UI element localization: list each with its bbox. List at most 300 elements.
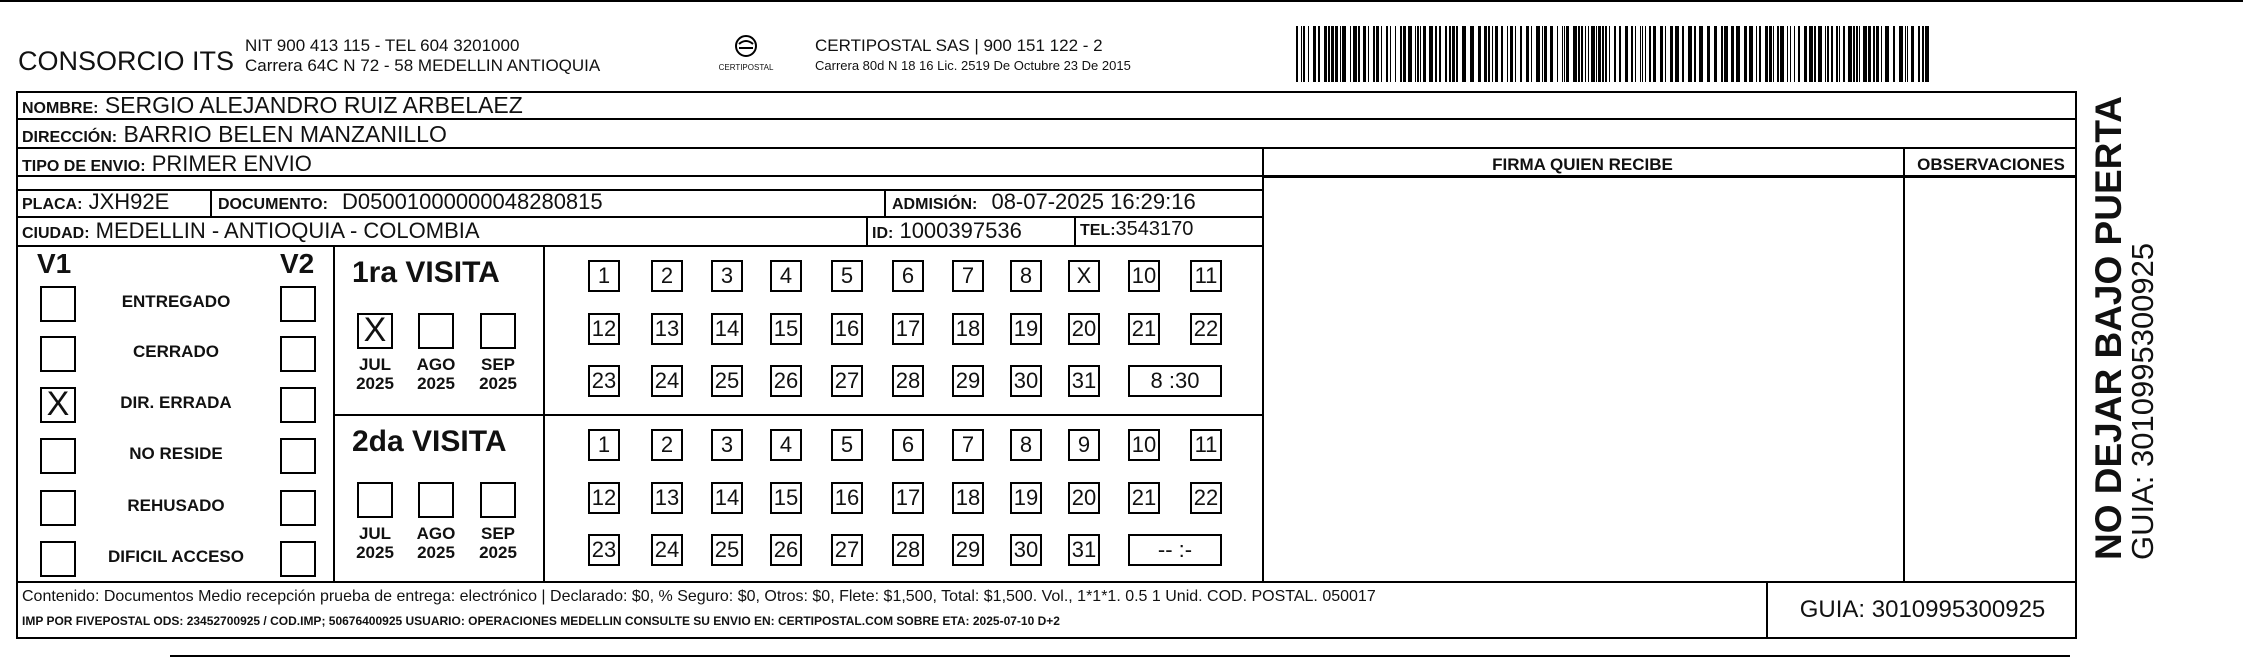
admision-label: ADMISIÓN: — [892, 196, 978, 213]
admision-value: 08-07-2025 16:29:16 — [991, 189, 1196, 214]
barcode-bar — [1721, 26, 1723, 82]
barcode-bar — [1390, 26, 1391, 82]
barcode-bar — [1893, 26, 1895, 82]
v2-checkbox[interactable] — [280, 387, 316, 423]
day-box[interactable]: 3 — [711, 260, 743, 292]
month-name: JUL — [358, 355, 392, 374]
barcode-bar — [1756, 26, 1757, 82]
visit-divider — [333, 414, 1262, 416]
v1-header: V1 — [37, 248, 72, 279]
day-box[interactable]: 28 — [892, 534, 924, 566]
months-divider — [543, 245, 545, 581]
day-box[interactable]: 27 — [831, 365, 863, 397]
barcode-bar — [1296, 26, 1298, 82]
status-label: NO RESIDE — [129, 444, 223, 463]
tel-value: 3543170 — [1115, 218, 1194, 240]
barcode-bar — [1714, 26, 1717, 82]
barcode-bar — [1358, 26, 1360, 82]
barcode-bar — [1520, 26, 1522, 82]
day-box[interactable]: 7 — [952, 260, 984, 292]
barcode-bar — [1765, 26, 1768, 82]
barcode-bar — [1403, 26, 1406, 82]
barcode-bar — [1439, 26, 1441, 82]
month-year: 2025 — [356, 543, 394, 562]
barcode-bar — [1507, 26, 1508, 82]
barcode-bar — [1324, 26, 1327, 82]
status-label: DIR. ERRADA — [120, 393, 232, 412]
barcode-bar — [1350, 26, 1351, 82]
month-year: 2025 — [479, 543, 517, 562]
barcode-bar — [1631, 26, 1633, 82]
day-box[interactable]: 12 — [588, 482, 620, 514]
day-box[interactable]: 23 — [588, 365, 620, 397]
ciudad-label: CIUDAD: — [22, 225, 90, 242]
carrier-line1: CERTIPOSTAL SAS | 900 151 122 - 2 — [815, 36, 1103, 55]
day-box[interactable]: 28 — [892, 365, 924, 397]
footer-guia: GUIA: 3010995300925 — [1799, 596, 2046, 623]
id-field — [872, 218, 1022, 244]
day-box[interactable]: 5 — [831, 260, 863, 292]
direccion-label: DIRECCIÓN: — [22, 129, 118, 146]
logo-text: CERTIPOSTAL — [718, 63, 774, 72]
barcode-bar — [1853, 26, 1855, 82]
day-box[interactable]: 19 — [1010, 482, 1042, 514]
tipo-label: TIPO DE ENVIO: — [22, 158, 146, 175]
barcode-bar — [1759, 26, 1761, 82]
month-label — [470, 355, 526, 393]
barcode-bar — [1773, 26, 1774, 82]
day-box[interactable]: 21 — [1128, 313, 1160, 345]
day-box[interactable]: 15 — [770, 482, 802, 514]
barcode-bar — [1596, 26, 1597, 82]
barcode-bar — [1827, 26, 1829, 82]
placa-value: JXH92E — [88, 189, 170, 214]
barcode-bar — [1598, 26, 1601, 82]
day-box[interactable]: 20 — [1068, 482, 1100, 514]
day-box[interactable]: X — [1068, 260, 1100, 292]
side-text — [2090, 96, 2158, 560]
barcode-bar — [1318, 26, 1320, 82]
barcode-bar — [1542, 26, 1543, 82]
day-box[interactable]: 25 — [711, 534, 743, 566]
barcode-bar — [1873, 26, 1875, 82]
barcode-bar — [1470, 26, 1474, 82]
barcode-bar — [1744, 26, 1747, 82]
v1-checkbox[interactable]: X — [40, 387, 76, 423]
barcode-bar — [1353, 26, 1357, 82]
barcode-bar — [1804, 26, 1807, 82]
barcode-bar — [1907, 26, 1908, 82]
barcode-bar — [1562, 26, 1563, 82]
barcode-bar — [1435, 26, 1437, 82]
barcode-bar — [1515, 26, 1516, 82]
barcode-bar — [1790, 26, 1791, 82]
day-box[interactable]: 16 — [831, 482, 863, 514]
barcode-bar — [1492, 26, 1493, 82]
status-label: CERRADO — [133, 342, 219, 361]
month-year: 2025 — [417, 374, 455, 393]
month-checkbox[interactable]: X — [357, 313, 393, 349]
month-name: AGO — [416, 355, 456, 374]
company-name: CONSORCIO ITS — [18, 46, 235, 76]
barcode-bar — [1581, 26, 1583, 82]
barcode-bar — [1308, 26, 1309, 82]
barcode-bar — [1798, 26, 1800, 82]
day-box[interactable]: 22 — [1190, 313, 1222, 345]
side-no-dejar: NO DEJAR BAJO PUERTA — [2088, 96, 2129, 560]
v2-checkbox[interactable] — [280, 438, 316, 474]
logo-icon — [731, 34, 761, 58]
barcode-bar — [1911, 26, 1914, 82]
barcode-bar — [1836, 26, 1838, 82]
day-box[interactable]: 27 — [831, 534, 863, 566]
ciudad-field — [22, 218, 480, 244]
day-box[interactable]: 18 — [952, 482, 984, 514]
barcode-bar — [1510, 26, 1513, 82]
month-label — [347, 355, 403, 393]
day-box[interactable]: 2 — [651, 429, 683, 461]
v2-checkbox[interactable] — [280, 336, 316, 372]
month-year: 2025 — [356, 374, 394, 393]
status-label: DIFICIL ACCESO — [107, 547, 244, 566]
tipo-value: PRIMER ENVIO — [151, 151, 312, 176]
barcode-bar — [1848, 26, 1852, 82]
day-box[interactable]: 14 — [711, 313, 743, 345]
day-box[interactable]: 6 — [892, 429, 924, 461]
barcode-bar — [1488, 26, 1490, 82]
status-label: REHUSADO — [127, 496, 225, 515]
barcode-bar — [1688, 26, 1692, 82]
barcode-bar — [1777, 26, 1779, 82]
barcode-bar — [1905, 26, 1906, 82]
barcode-bar — [1670, 26, 1673, 82]
id-label: ID: — [872, 225, 894, 242]
barcode-bar — [1609, 26, 1610, 82]
day-box[interactable]: 23 — [588, 534, 620, 566]
barcode-bar — [1787, 26, 1788, 82]
col-divider — [884, 189, 886, 216]
documento-value: D05001000000048280815 — [342, 189, 603, 214]
observaciones-header: OBSERVACIONES — [1917, 155, 2065, 174]
day-box[interactable]: 17 — [892, 482, 924, 514]
barcode-bar — [1408, 26, 1412, 82]
barcode-bar — [1536, 26, 1540, 82]
visit-title: 1ra VISITA — [352, 256, 500, 289]
day-box[interactable]: 12 — [588, 313, 620, 345]
barcode-bar — [1682, 26, 1684, 82]
barcode-bar — [1809, 26, 1813, 82]
barcode-bar — [1885, 26, 1889, 82]
barcode-bar — [1449, 26, 1451, 82]
company-line2: Carrera 64C N 72 - 58 MEDELLIN ANTIOQUIA — [245, 56, 601, 75]
month-label — [408, 355, 464, 393]
barcode-bar — [1831, 26, 1833, 82]
status-label: ENTREGADO — [121, 292, 231, 311]
time-box[interactable]: -- :- — [1128, 534, 1222, 566]
barcode-bar — [1342, 26, 1346, 82]
barcode-bar — [1400, 26, 1402, 82]
barcode-bar — [1619, 26, 1621, 82]
barcode-bar — [1588, 26, 1589, 82]
barcode-bar — [1417, 26, 1419, 82]
day-box[interactable]: 10 — [1128, 260, 1160, 292]
tel-field — [1080, 218, 1193, 241]
v1-checkbox[interactable] — [40, 438, 76, 474]
barcode-bar — [1363, 26, 1366, 82]
barcode-bar — [1395, 26, 1396, 82]
barcode-bar — [1429, 26, 1433, 82]
barcode-bar — [1814, 26, 1816, 82]
v1-checkbox[interactable] — [40, 286, 76, 322]
month-year: 2025 — [479, 374, 517, 393]
barcode-bar — [1780, 26, 1784, 82]
day-box[interactable]: 1 — [588, 260, 620, 292]
barcode-bar — [1462, 26, 1466, 82]
side-guia: GUIA: 3010995300925 — [2125, 242, 2160, 560]
month-year: 2025 — [417, 543, 455, 562]
barcode-bar — [1625, 26, 1628, 82]
placa-field — [22, 189, 169, 215]
day-box[interactable]: 21 — [1128, 482, 1160, 514]
day-box[interactable]: 9 — [1068, 429, 1100, 461]
day-box[interactable]: 5 — [831, 429, 863, 461]
top-border — [0, 0, 2243, 2]
placa-label: PLACA: — [22, 196, 83, 213]
company-line1: NIT 900 413 115 - TEL 604 3201000 — [245, 36, 520, 55]
barcode-bar — [1839, 26, 1840, 82]
barcode-bar — [1645, 26, 1646, 82]
barcode-bar — [1313, 26, 1316, 82]
barcode-bar — [1707, 26, 1710, 82]
barcode-bar — [1843, 26, 1845, 82]
barcode-bar — [1731, 26, 1734, 82]
barcode-bar — [1863, 26, 1867, 82]
barcode-bar — [1640, 26, 1641, 82]
day-box[interactable]: 30 — [1010, 534, 1042, 566]
day-box[interactable]: 16 — [831, 313, 863, 345]
day-box[interactable]: 1 — [588, 429, 620, 461]
day-box[interactable]: 4 — [770, 260, 802, 292]
barcode-bar — [1736, 26, 1740, 82]
barcode-bar — [1420, 26, 1421, 82]
barcode-bar — [1724, 26, 1728, 82]
day-box[interactable]: 4 — [770, 429, 802, 461]
barcode-bar — [1591, 26, 1595, 82]
month-name: SEP — [480, 355, 516, 374]
v2-header: V2 — [280, 248, 315, 279]
day-box[interactable]: 29 — [952, 365, 984, 397]
barcode-bar — [1376, 26, 1379, 82]
barcode-bar — [1544, 26, 1547, 82]
col-divider — [210, 189, 212, 216]
day-box[interactable]: 24 — [651, 534, 683, 566]
admision-field — [892, 189, 1196, 215]
month-label — [347, 524, 403, 562]
barcode-bar — [1423, 26, 1426, 82]
day-box[interactable]: 14 — [711, 482, 743, 514]
month-checkbox[interactable] — [480, 313, 516, 349]
ciudad-value: MEDELLIN - ANTIOQUIA - COLOMBIA — [95, 218, 480, 243]
barcode-bar — [1564, 26, 1565, 82]
barcode-bar — [1566, 26, 1569, 82]
month-checkbox[interactable] — [418, 313, 454, 349]
day-box[interactable]: 11 — [1190, 429, 1222, 461]
barcode-bar — [1694, 26, 1696, 82]
barcode-bar — [1368, 26, 1369, 82]
day-box[interactable]: 8 — [1010, 429, 1042, 461]
barcode-bar — [1415, 26, 1416, 82]
nombre-label: NOMBRE: — [22, 100, 99, 117]
barcode-bar — [1635, 26, 1636, 82]
day-box[interactable]: 18 — [952, 313, 984, 345]
tipo-field — [22, 151, 312, 177]
day-box[interactable]: 3 — [711, 429, 743, 461]
carrier-line2: Carrera 80d N 18 16 Lic. 2519 De Octubre 23 De 2015 — [815, 58, 1131, 73]
right-header-divider — [1262, 176, 2077, 178]
day-box[interactable]: 13 — [651, 313, 683, 345]
bottom-border — [170, 655, 2070, 657]
barcode-bar — [1328, 26, 1330, 82]
barcode-bar — [1602, 26, 1604, 82]
documento-field — [218, 189, 603, 215]
day-box[interactable]: 20 — [1068, 313, 1100, 345]
barcode-bar — [1749, 26, 1753, 82]
day-box[interactable]: 22 — [1190, 482, 1222, 514]
firma-column-left — [1262, 147, 1264, 581]
day-box[interactable]: 19 — [1010, 313, 1042, 345]
barcode-bar — [1484, 26, 1487, 82]
barcode-bar — [1381, 26, 1382, 82]
row-divider — [16, 245, 1262, 247]
firma-header: FIRMA QUIEN RECIBE — [1492, 155, 1673, 174]
day-box[interactable]: 2 — [651, 260, 683, 292]
carrier-info — [815, 36, 1131, 74]
barcode-bar — [1818, 26, 1822, 82]
month-checkbox[interactable] — [480, 482, 516, 518]
barcode-bar — [1557, 26, 1558, 82]
barcode-bar — [1925, 26, 1929, 82]
nombre-value: SERGIO ALEJANDRO RUIZ ARBELAEZ — [104, 92, 523, 118]
barcode-bar — [1899, 26, 1903, 82]
company-info — [245, 36, 600, 76]
col-divider — [1074, 216, 1076, 245]
v2-checkbox[interactable] — [280, 541, 316, 577]
day-box[interactable]: 31 — [1068, 534, 1100, 566]
col-divider — [866, 216, 868, 245]
month-label — [408, 524, 464, 562]
barcode-bar — [1340, 26, 1341, 82]
footer-imp: IMP POR FIVEPOSTAL ODS: 23452700925 / COD.IMP; 50676400925 USUARIO: OPERACIONES MEDELLIN CONSULTE SU ENVIO EN: CERTIPOSTAL.COM SOBRE ETA: 2025-07-10 D+2 — [22, 614, 1060, 628]
day-box[interactable]: 6 — [892, 260, 924, 292]
barcode-bar — [1578, 26, 1580, 82]
barcode-bar — [1769, 26, 1772, 82]
barcode-bar — [1699, 26, 1703, 82]
barcode-bar — [1478, 26, 1481, 82]
documento-label: DOCUMENTO: — [218, 196, 328, 213]
nombre-field — [22, 92, 523, 119]
day-box[interactable]: 13 — [651, 482, 683, 514]
month-name: AGO — [416, 524, 456, 543]
month-checkbox[interactable] — [418, 482, 454, 518]
barcode-bar — [1605, 26, 1607, 82]
v1-checkbox[interactable] — [40, 490, 76, 526]
barcode-bar — [1922, 26, 1924, 82]
barcode-bar — [1675, 26, 1679, 82]
day-box[interactable]: 24 — [651, 365, 683, 397]
v2-checkbox[interactable] — [280, 490, 316, 526]
barcode — [1296, 26, 1930, 82]
month-label — [470, 524, 526, 562]
barcode-bar — [1665, 26, 1666, 82]
barcode-bar — [1642, 26, 1643, 82]
direccion-field — [22, 121, 447, 148]
barcode-bar — [1614, 26, 1616, 82]
barcode-bar — [1550, 26, 1553, 82]
barcode-bar — [1495, 26, 1498, 82]
barcode-bar — [1373, 26, 1375, 82]
barcode-bar — [1653, 26, 1656, 82]
barcode-bar — [1918, 26, 1920, 82]
barcode-bar — [1859, 26, 1860, 82]
barcode-bar — [1660, 26, 1663, 82]
barcode-bar — [1303, 26, 1305, 82]
day-box[interactable]: 11 — [1190, 260, 1222, 292]
day-box[interactable]: 10 — [1128, 429, 1160, 461]
day-box[interactable]: 30 — [1010, 365, 1042, 397]
day-box[interactable]: 26 — [770, 365, 802, 397]
barcode-bar — [1876, 26, 1879, 82]
barcode-bar — [1649, 26, 1651, 82]
barcode-bar — [1573, 26, 1577, 82]
v1-checkbox[interactable] — [40, 541, 76, 577]
barcode-bar — [1501, 26, 1503, 82]
barcode-bar — [1868, 26, 1871, 82]
barcode-bar — [1335, 26, 1338, 82]
barcode-bar — [1456, 26, 1458, 82]
barcode-bar — [1331, 26, 1334, 82]
day-box[interactable]: 31 — [1068, 365, 1100, 397]
barcode-bar — [1585, 26, 1586, 82]
day-box[interactable]: 17 — [892, 313, 924, 345]
day-box[interactable]: 8 — [1010, 260, 1042, 292]
barcode-bar — [1881, 26, 1882, 82]
barcode-bar — [1794, 26, 1795, 82]
footer-content: Contenido: Documentos Medio recepción prueba de entrega: electrónico | Declarado: $0, % Seguro: $0, Otros: $0, Flete: $1,500, Total: $1,500. Vol., 1*1*1. 0.5 1 Unid. COD. POSTAL. 050017 — [22, 588, 1376, 605]
month-checkbox[interactable] — [357, 482, 393, 518]
barcode-bar — [1301, 26, 1302, 82]
tel-label: TEL: — [1080, 222, 1116, 239]
barcode-bar — [1386, 26, 1388, 82]
v2-checkbox[interactable] — [280, 286, 316, 322]
v1-checkbox[interactable] — [40, 336, 76, 372]
barcode-bar — [1825, 26, 1826, 82]
day-box[interactable]: 7 — [952, 429, 984, 461]
barcode-bar — [1452, 26, 1455, 82]
status-divider — [333, 245, 335, 581]
visit-title: 2da VISITA — [352, 425, 507, 458]
obs-column-left — [1903, 147, 1905, 581]
barcode-bar — [1531, 26, 1532, 82]
time-box[interactable]: 8 :30 — [1128, 365, 1222, 397]
barcode-bar — [1856, 26, 1858, 82]
day-box[interactable]: 26 — [770, 534, 802, 566]
id-value: 1000397536 — [899, 218, 1022, 243]
day-box[interactable]: 15 — [770, 313, 802, 345]
day-box[interactable]: 29 — [952, 534, 984, 566]
barcode-bar — [1526, 26, 1529, 82]
month-name: SEP — [480, 524, 516, 543]
day-box[interactable]: 25 — [711, 365, 743, 397]
